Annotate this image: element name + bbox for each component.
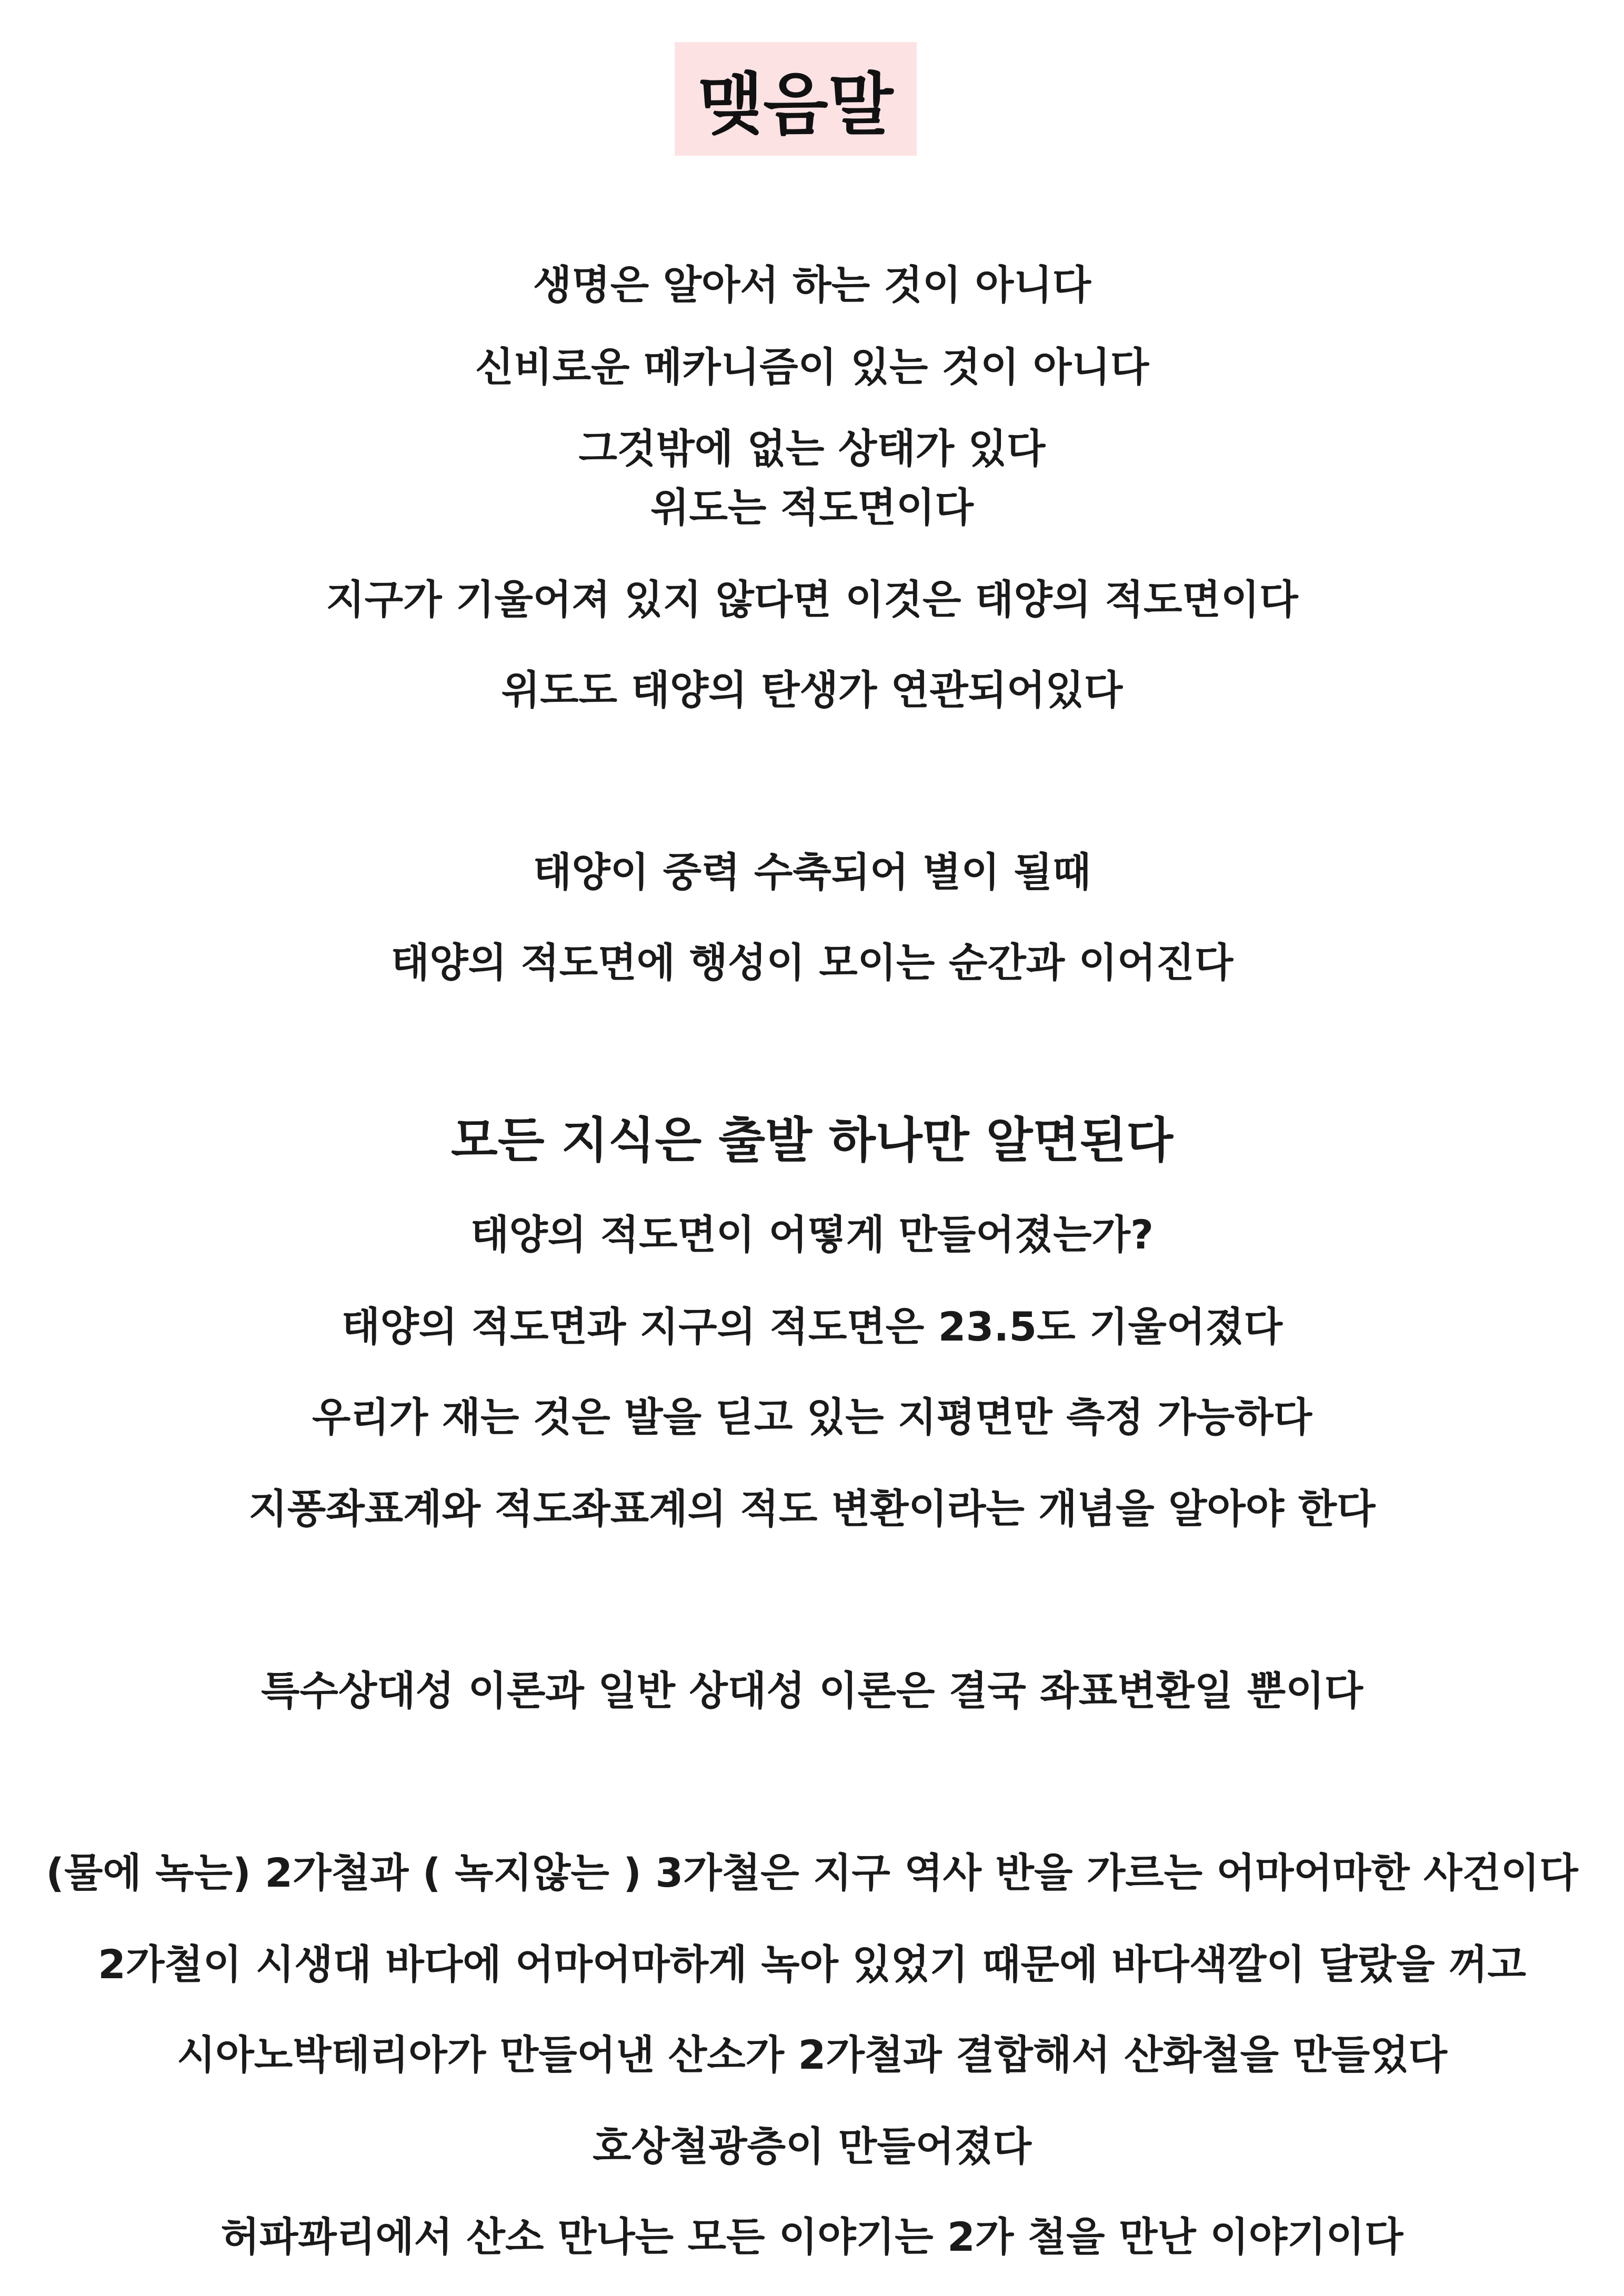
text-line-11: 태양의 적도면과 지구의 적도면은 23.5도 기울어졌다 bbox=[341, 1303, 1283, 1350]
text-line-16: 2가철이 시생대 바다에 어마어마하게 녹아 있었기 때문에 바다색깔이 달랐을 꺼고 bbox=[98, 1941, 1526, 1988]
text-line-18: 호상철광층이 만들어졌다 bbox=[592, 2123, 1032, 2170]
text-line-17: 시아노박테리아가 만들어낸 산소가 2가철과 결합해서 산화철을 만들었다 bbox=[176, 2031, 1448, 2078]
page-title: 맺음말 bbox=[698, 66, 894, 144]
text-line-2: 신비로운 메카니즘이 있는 것이 아니다 bbox=[475, 344, 1149, 390]
text-line-9-heading: 모든 지식은 출발 하나만 알면된다 bbox=[450, 1112, 1174, 1169]
text-line-13: 지퐁좌표계와 적도좌표계의 적도 변환이라는 개념을 알아야 한다 bbox=[248, 1485, 1376, 1532]
text-line-8: 태양의 적도면에 행성이 모이는 순간과 이어진다 bbox=[390, 939, 1234, 986]
text-line-14: 특수상대성 이론과 일반 상대성 이론은 결국 좌표변환일 뿐이다 bbox=[260, 1667, 1364, 1714]
text-line-7: 태양이 중력 수축되어 별이 될때 bbox=[533, 849, 1091, 895]
text-line-15: (물에 녹는) 2가철과 ( 녹지않는 ) 3가철은 지구 역사 반을 가르는 어마어마한 사건이다 bbox=[46, 1849, 1578, 1896]
text-line-3: 그것밖에 없는 상태가 있다 bbox=[578, 425, 1046, 472]
text-line-1: 생명은 알아서 하는 것이 아니다 bbox=[533, 261, 1091, 308]
text-line-6: 위도도 태양의 탄생가 연관되어있다 bbox=[501, 667, 1123, 713]
text-line-5: 지구가 기울어져 있지 않다면 이것은 태양의 적도면이다 bbox=[326, 576, 1298, 623]
text-line-19: 허파꽈리에서 산소 만나는 모든 이야기는 2가 철을 만난 이야기이다 bbox=[220, 2213, 1404, 2260]
text-line-10: 태양의 적도면이 어떻게 만들어졌는가? bbox=[470, 1211, 1154, 1258]
text-line-12: 우리가 재는 것은 발을 딛고 있는 지평면만 측정 가능하다 bbox=[312, 1394, 1312, 1441]
page-title-box bbox=[675, 42, 917, 156]
text-line-4: 위도는 적도면이다 bbox=[650, 484, 974, 531]
